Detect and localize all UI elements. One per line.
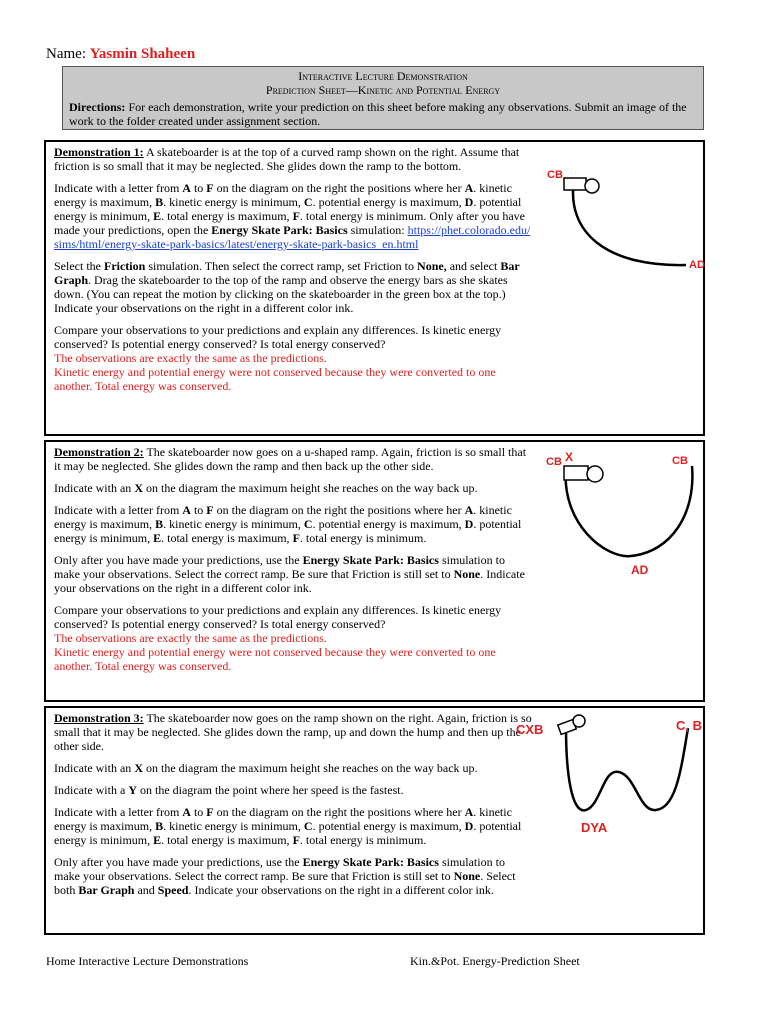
demo2-answer-1[interactable]: The observations are exactly the same as the predictions. bbox=[54, 631, 327, 645]
student-name[interactable]: Yasmin Shaheen bbox=[89, 46, 196, 62]
demo1-ramp-diagram bbox=[536, 162, 706, 282]
skateboarder-icon bbox=[564, 178, 586, 190]
directions-text: For each demonstration, write your prediction on this sheet before making any observations. Submit an image of the work to the folder created under assignment section. bbox=[69, 100, 687, 128]
demo2-procedure: Only after you have made your predictions, use the Energy Skate Park: Basics simulation to make your observations. Select the correct ramp. Be sure that Friction is still set to None. Indicate your observations on the right in a different color ink. bbox=[54, 553, 525, 595]
demo1-title: Demonstration 1: bbox=[54, 145, 144, 159]
directions bbox=[63, 97, 703, 128]
skateboarder-icon bbox=[564, 466, 588, 480]
demo3-box bbox=[44, 706, 705, 935]
demo1-top-label[interactable]: CB bbox=[547, 169, 563, 181]
demo3-ramp-diagram bbox=[511, 710, 706, 840]
demo1-box bbox=[44, 140, 705, 436]
demo3-y-instruction: Indicate with a Y on the diagram the point where her speed is the fastest. bbox=[54, 783, 404, 797]
demo1-instructions: Indicate with a letter from A to F on the diagram on the right the positions where her A. kinetic energy is maximum, B. kinetic energy is minimum, C. potential energy is maximum, D. potential energy is minimum, E. total energy is maximum, F. total energy is minimum. Only after you have made your predictions, open the Energy Skate Park: Basics simulation: https://phet.colorado.edu/sims/html/energy-skate-park-basics/latest/energy-skate-park-basics_en.html bbox=[54, 181, 531, 251]
demo2-text bbox=[54, 445, 532, 673]
demo1-bottom-label[interactable]: AD bbox=[689, 259, 705, 271]
directions-label: Directions: bbox=[69, 100, 126, 114]
name-label: Name: bbox=[46, 46, 86, 62]
demo1-answer-1[interactable]: The observations are exactly the same as the predictions. bbox=[54, 351, 327, 365]
demo3-title: Demonstration 3: bbox=[54, 711, 144, 725]
demo3-procedure: Only after you have made your predictions, use the Energy Skate Park: Basics simulation to make your observations. Select the correct ramp. Be sure that Friction is still set to None. Select both Bar Graph and Speed. Indicate your observations on the right in a different color ink. bbox=[54, 855, 516, 897]
phet-link[interactable]: https://phet.colorado.edu/sims/html/energy-skate-park-basics/latest/energy-skate-park-basics_en.html bbox=[54, 223, 531, 251]
demo2-instructions: Indicate with a letter from A to F on the diagram on the right the positions where her A. kinetic energy is maximum, B. kinetic energy is minimum, C. potential energy is maximum, D. potential energy is minimum, E. total energy is maximum, F. total energy is minimum. bbox=[54, 503, 522, 545]
demo3-right-label[interactable]: C, B bbox=[676, 718, 702, 733]
demo1-intro: A skateboarder is at the top of a curved ramp shown on the right. Assume that friction is so small that it may be neglected. She glides down the ramp to the bottom. bbox=[54, 145, 520, 173]
demo2-left-label[interactable]: CB bbox=[546, 456, 562, 468]
name-line bbox=[46, 46, 195, 63]
demo2-x-instruction: Indicate with an X on the diagram the maximum height she reaches on the way back up. bbox=[54, 481, 478, 495]
demo1-answer-2[interactable]: Kinetic energy and potential energy were not conserved because they were converted to one another. Total energy was conserved. bbox=[54, 365, 496, 393]
demo2-title: Demonstration 2: bbox=[54, 445, 144, 459]
footer-right: Kin.&Pot. Energy-Prediction Sheet bbox=[410, 954, 580, 968]
demo1-procedure: Select the Friction simulation. Then select the correct ramp, set Friction to None, and select Bar Graph. Drag the skateboarder to the top of the ramp and observe the energy bars as she skates down. (You can repeat the motion by clicking on the skateboarder in the green box at the top.) Indicate your observations on the right in a different color ink. bbox=[54, 259, 520, 315]
demo3-instructions: Indicate with a letter from A to F on the diagram on the right the positions where her A. kinetic energy is maximum, B. kinetic energy is minimum, C. potential energy is maximum, D. potential energy is minimum, E. total energy is maximum, F. total energy is minimum. bbox=[54, 805, 522, 847]
demo2-answer-2[interactable]: Kinetic energy and potential energy were not conserved because they were converted to one another. Total energy was conserved. bbox=[54, 645, 496, 673]
demo2-bottom-label[interactable]: AD bbox=[631, 563, 649, 577]
demo1-compare: Compare your observations to your predictions and explain any differences. Is kinetic energy conserved? Is potential energy conserved? Is total energy conserved? The observations are exactly the same as the predictions. Kinetic energy and potential energy were not conserved because they were converted to one another. Total energy was conserved. bbox=[54, 323, 502, 393]
header-title: Interactive Lecture Demonstration bbox=[298, 69, 468, 83]
demo1-text bbox=[54, 145, 532, 393]
demo2-ramp-diagram bbox=[536, 444, 706, 584]
header-subtitle: Prediction Sheet—Kinetic and Potential Energy bbox=[265, 83, 501, 97]
demo2-box bbox=[44, 440, 705, 702]
demo2-x-label[interactable]: X bbox=[565, 450, 574, 464]
demo3-text bbox=[54, 711, 532, 897]
demo3-x-instruction: Indicate with an X on the diagram the maximum height she reaches on the way back up. bbox=[54, 761, 478, 775]
footer-left: Home Interactive Lecture Demonstrations bbox=[46, 954, 249, 968]
demo2-compare: Compare your observations to your predictions and explain any differences. Is kinetic energy conserved? Is potential energy conserved? Is total energy conserved? The observations are exactly the same as the predictions. Kinetic energy and potential energy were not conserved because they were converted to one another. Total energy was conserved. bbox=[54, 603, 502, 673]
demo3-left-label[interactable]: CXB bbox=[516, 722, 544, 737]
demo2-intro: The skateboarder now goes on a u-shaped ramp. Again, friction is so small that it may be neglected. She glides down the ramp and then back up the other side. bbox=[54, 445, 527, 473]
demo3-bottom-label[interactable]: DYA bbox=[581, 820, 608, 835]
demo3-intro: The skateboarder now goes on the ramp shown on the right. Again, friction is so small that it may be neglected. She glides down the ramp, up and down the hump and then up the other side. bbox=[54, 711, 532, 753]
demo2-right-label[interactable]: CB bbox=[672, 455, 688, 467]
header-box bbox=[62, 66, 704, 130]
